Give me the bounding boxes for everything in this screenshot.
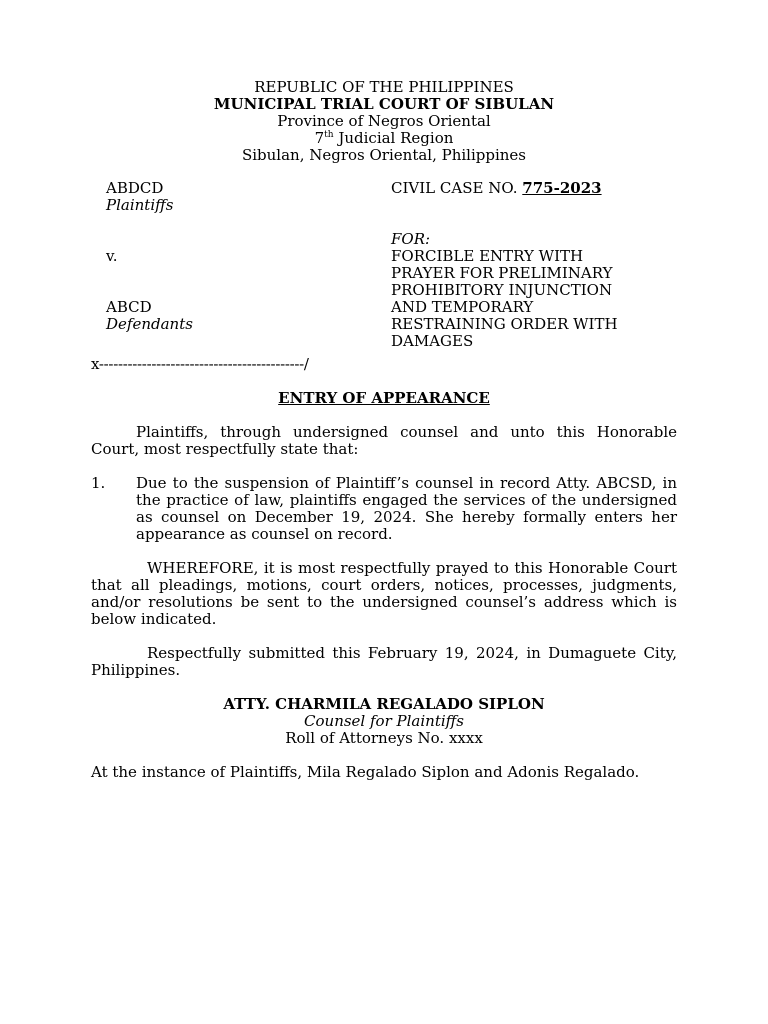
submission-paragraph: Respectfully submitted this February 19, 2024, in Dumaguete City, Philippines.	[91, 644, 677, 679]
case-nature-line: PROHIBITORY INJUNCTION	[391, 281, 613, 299]
court-header	[91, 79, 677, 164]
document-title	[91, 390, 677, 407]
spacer-line	[106, 265, 356, 282]
for-label: FOR:	[391, 230, 431, 248]
spacer-line	[391, 214, 681, 231]
document-title-text: ENTRY OF APPEARANCE	[278, 389, 490, 407]
spacer-line	[106, 231, 356, 248]
item-number: 1.	[91, 474, 106, 492]
intro-paragraph: Plaintiffs, through undersigned counsel and unto this Honorable Court, most respectfully state that:	[91, 423, 677, 458]
spacer-line	[106, 282, 356, 299]
wherefore-paragraph: WHEREFORE, it is most respectfully prayed to this Honorable Court that all pleadings, motions, court orders, notices, processes, judgments, and/or resolutions be sent to the undersigned counsel’s address which is below indicated.	[91, 559, 677, 628]
document-page	[91, 79, 677, 781]
province-line: Province of Negros Oriental	[277, 112, 491, 130]
spacer-line	[391, 197, 681, 214]
signature-block	[91, 696, 677, 747]
case-nature-line: AND TEMPORARY	[391, 298, 534, 316]
case-number-line	[391, 180, 681, 197]
location-line: Sibulan, Negros Oriental, Philippines	[241, 146, 527, 164]
roll-number: Roll of Attorneys No. xxxx	[285, 729, 483, 747]
region-ordinal-suffix: th	[324, 130, 334, 140]
instance-paragraph: At the instance of Plaintiffs, Mila Regalado Siplon and Adonis Regalado.	[91, 763, 640, 781]
case-nature-line: FORCIBLE ENTRY WITH	[391, 247, 584, 265]
defendant-role: Defendants	[106, 315, 193, 333]
versus-label: v.	[106, 247, 118, 265]
counsel-role: Counsel for Plaintiffs	[304, 712, 464, 730]
numbered-item-1	[91, 475, 677, 543]
defendant-name: ABCD	[106, 298, 152, 316]
parties-column	[106, 180, 356, 333]
case-caption	[91, 179, 677, 373]
case-nature-line: RESTRAINING ORDER WITH	[391, 315, 618, 333]
region-number: 7	[314, 129, 325, 147]
case-number: 775-2023	[522, 179, 602, 197]
region-label: Judicial Region	[333, 129, 454, 147]
case-number-label: CIVIL CASE NO.	[391, 179, 523, 197]
spacer-line	[106, 214, 356, 231]
case-nature-line: DAMAGES	[391, 332, 474, 350]
plaintiff-role: Plaintiffs	[106, 196, 174, 214]
case-nature-line: PRAYER FOR PRELIMINARY	[391, 264, 613, 282]
court-name: MUNICIPAL TRIAL COURT OF SIBULAN	[213, 95, 555, 113]
region-line	[91, 130, 677, 147]
counsel-name: ATTY. CHARMILA REGALADO SIPLON	[223, 695, 545, 713]
case-info-column	[391, 180, 681, 350]
plaintiff-name: ABDCD	[106, 179, 164, 197]
caption-separator: x-------------------------------------------/	[91, 355, 309, 373]
republic-line: REPUBLIC OF THE PHILIPPINES	[254, 78, 514, 96]
item-text: Due to the suspension of Plaintiff’s counsel in record Atty. ABCSD, in the practice of law, plaintiffs engaged the services of the undersigned as counsel on December 19, 2024. She hereby formally enters her appearance as counsel on record.	[136, 474, 677, 543]
